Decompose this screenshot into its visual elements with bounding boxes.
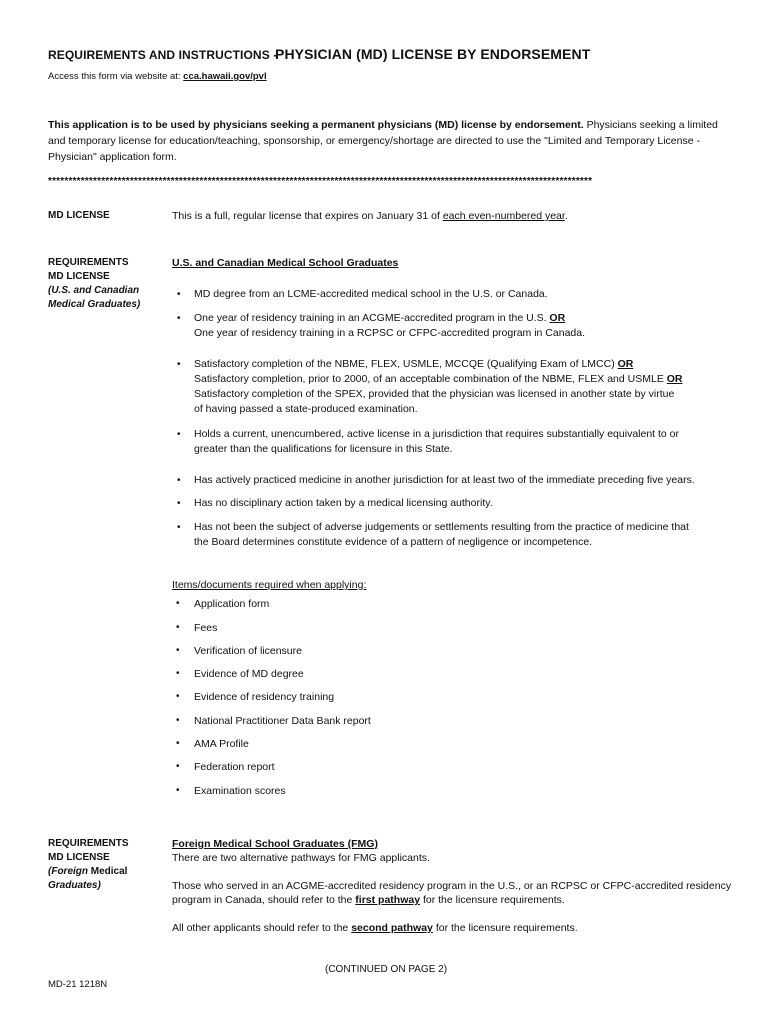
item-text: National Practitioner Data Bank report [194,715,371,727]
bullet-text: Satisfactory completion, prior to 2000, of an acceptable combination of the NBME, FLEX and USMLE [194,373,664,385]
list-item [176,784,286,798]
bullet-icon: • [176,645,180,656]
bullet-icon: • [177,313,181,324]
intro-bold: This application is to be used by physicians seeking a permanent physicians (MD) license by endorsement. [48,119,584,131]
req-fmg-subheading: There are two alternative pathways for FMG applicants. [172,852,430,864]
list-item [176,621,218,635]
list-item [176,737,249,751]
req-us-label-2: MD LICENSE [48,271,110,282]
first-pathway-link[interactable]: first pathway [355,894,421,906]
list-item [177,427,734,457]
bullet-text: One year of residency training in a RCPSC or CFPC-accredited program in Canada. [194,327,586,339]
md-license-label: MD LICENSE [48,210,110,221]
bullet-text: greater than the qualifications for licensure in this State. [194,443,453,455]
bullet-icon: • [177,429,181,440]
fmg-paragraph-2 [172,921,732,935]
bullet-text: Satisfactory completion of the SPEX, provided that the physician was licensed in another state by virtue [194,388,675,400]
item-text: Federation report [194,761,275,773]
or-keyword: OR [666,373,683,385]
req-us-label [48,256,140,312]
continued-note: (CONTINUED ON PAGE 2) [325,964,448,975]
bullet-icon: • [176,761,180,772]
or-keyword: OR [549,312,566,324]
md-license-text [172,209,732,223]
bullet-text: Satisfactory completion of the NBME, FLEX, USMLE, MCCQE (Qualifying Exam of LMCC) [194,358,615,370]
bullet-icon: • [177,498,181,509]
req-fmg-label-3b: Medical [90,866,128,877]
form-id: MD-21 1218N [48,979,108,990]
bullet-text: One year of residency training in an ACGME-accredited program in the U.S. [194,312,547,324]
item-text: Verification of licensure [194,645,302,657]
intro-paragraph [48,117,718,165]
bullet-text: the Board determines constitute evidence of a pattern of negligence or incompetence. [194,536,593,548]
bullet-icon: • [176,691,180,702]
paragraph-text: for the licensure requirements. [422,894,565,906]
item-text: AMA Profile [194,738,249,750]
req-us-label-3: (U.S. and Canadian [48,285,140,296]
item-text: Examination scores [194,785,286,797]
access-line [48,70,267,84]
md-license-expiry: each even-numbered year [442,210,565,222]
bullet-icon: • [177,289,181,300]
bullet-icon: • [176,715,180,726]
paragraph-text: for the licensure requirements. [435,922,578,934]
item-text: Fees [194,622,218,634]
bullet-icon: • [176,598,180,609]
bullet-text: Has not been the subject of adverse judgements or settlements resulting from the practice of medicine that [194,521,689,533]
website-link[interactable]: cca.hawaii.gov/pvl [183,71,267,82]
list-item [176,690,335,704]
list-item [176,597,270,611]
list-item [176,644,302,658]
md-license-text-prefix: This is a full, regular license that expires on January 31 of [172,210,440,222]
bullet-icon: • [176,622,180,633]
bullet-text: Has no disciplinary action taken by a medical licensing authority. [194,497,493,509]
second-pathway-link[interactable]: second pathway [351,922,433,934]
item-text: Application form [194,598,270,610]
list-item [176,714,371,728]
req-fmg-heading: Foreign Medical School Graduates (FMG) [172,838,378,850]
req-us-label-4: Medical Graduates) [48,299,141,310]
bullet-text: Has actively practiced medicine in another jurisdiction for at least two of the immediate preceding five years. [194,474,695,486]
req-fmg-label [48,837,129,893]
req-fmg-label-2: MD LICENSE [48,852,110,863]
list-item [177,311,734,341]
separator: ************************************************************************************************************************************* [48,176,593,187]
bullet-text: MD degree from an LCME-accredited medical school in the U.S. or Canada. [194,288,548,300]
bullet-text: Holds a current, unencumbered, active license in a jurisdiction that requires substantially equivalent to or [194,428,680,440]
intro-rest: Physicians seeking a limited and temporary license for education/teaching, sponsorship, or emergency/shortage are directed to use the "Limited and Temporary License - Physician" application form. [48,119,718,163]
item-text: Evidence of MD degree [194,668,304,680]
bullet-icon: • [177,522,181,533]
title-left: REQUIREMENTS AND INSTRUCTIONS - [48,48,278,62]
list-item [177,520,734,550]
fmg-paragraph-1 [172,879,742,907]
items-heading: Items/documents required when applying: [172,579,367,591]
bullet-icon: • [177,475,181,486]
list-item [177,473,734,488]
bullet-icon: • [176,738,180,749]
req-us-heading: U.S. and Canadian Medical School Graduates [172,257,399,269]
req-fmg-label-1: REQUIREMENTS [48,838,129,849]
paragraph-text: All other applicants should refer to the [172,922,349,934]
list-item [176,667,304,681]
req-fmg-label-3a: (Foreign [48,866,88,877]
access-prefix: Access this form via website at: [48,71,181,82]
page-title: PHYSICIAN (MD) LICENSE BY ENDORSEMENT [275,46,591,62]
list-item [176,760,275,774]
list-item [177,357,734,417]
bullet-icon: • [176,668,180,679]
bullet-icon: • [176,785,180,796]
paragraph-text: program in Canada, should refer to the [172,894,353,906]
bullet-icon: • [177,359,181,370]
paragraph-text: Those who served in an ACGME-accredited residency program in the U.S., or an RCPSC or CFPC-accredited residency [172,880,732,892]
item-text: Evidence of residency training [194,691,335,703]
bullet-text: of having passed a state-produced examination. [194,403,418,415]
md-license-text-suffix: . [564,210,568,222]
req-us-label-1: REQUIREMENTS [48,257,129,268]
req-fmg-label-4: Graduates) [48,880,101,891]
list-item [177,496,734,511]
or-keyword: OR [617,358,634,370]
list-item [177,287,734,302]
